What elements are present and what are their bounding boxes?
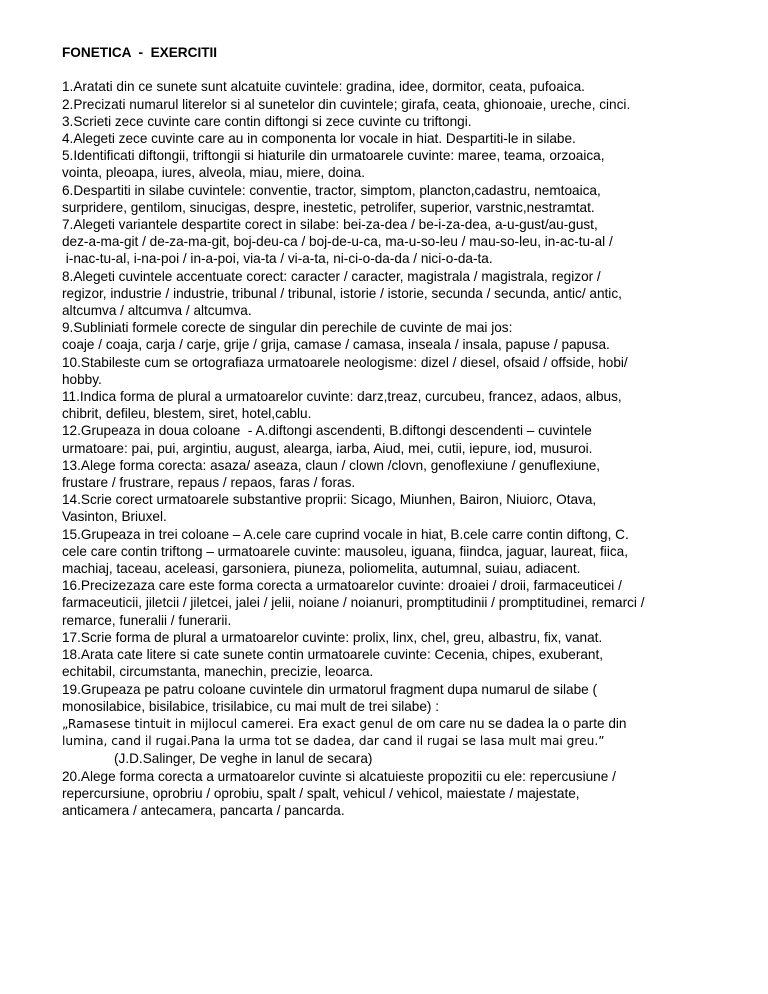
text-line: farmaceuticii, jiletcii / jiletcei, jalei / jelii, noiane / noianuri, promptitudinii / promptitudinei, remarci / xyxy=(62,595,645,611)
text-line: machiaj, taceau, aceleasi, garsoniera, piuneza, poliomelita, autumnal, suiau, adiacent. xyxy=(62,561,581,577)
exercise-list xyxy=(62,78,762,715)
quote-attribution: (J.D.Salinger, De veghe in lanul de secara) xyxy=(114,751,373,767)
text-line: remarce, funeralii / funerarii. xyxy=(62,612,232,628)
text-line: 6.Despartiti in silabe cuvintele: conventie, tractor, simptom, plancton,cadastru, nemtoaica, xyxy=(62,182,601,198)
text-line: frustare / frustrare, repaus / repaos, faras / foras. xyxy=(62,475,356,491)
text-line: coaje / coaja, carja / carje, grije / grija, camase / camasa, inseala / insala, papuse / papusa. xyxy=(62,337,610,353)
text-line: Vasinton, Briuxel. xyxy=(62,509,167,525)
document-page xyxy=(62,44,762,819)
text-line: 2.Precizati numarul literelor si al sunetelor din cuvintele; girafa, ceata, ghionoaie, ureche, cinci. xyxy=(62,96,631,112)
text-line: 3.Scrieti zece cuvinte care contin diftongi si zece cuvinte cu triftongi. xyxy=(62,113,472,129)
text-line: repercursiune, oprobriu / oprobiu, spalt / spalt, vehicul / vehicol, maiestate / majestate, xyxy=(62,785,580,801)
quote-text-a: „Ramasese tintuit in mijlocul camerei. Era exact genul de xyxy=(62,716,417,731)
text-line: 17.Scrie forma de plural a urmatoarelor cuvinte: prolix, linx, chel, greu, albastru, fix, vanat. xyxy=(62,629,603,645)
text-line: surpridere, gentilom, sinucigas, despre, inestetic, petrolifer, superior, varstnic,nestramtat. xyxy=(62,199,595,215)
text-line: i-nac-tu-al, i-na-poi / in-a-poi, via-ta / vi-a-ta, ni-ci-o-da-da / nici-o-da-ta. xyxy=(62,251,493,267)
text-line: 20.Alege forma corecta a urmatoarelor cuvinte si alcatuieste propozitii cu ele: repercusiune / xyxy=(62,768,616,784)
text-line: hobby. xyxy=(62,371,102,387)
text-line: echitabil, circumstanta, manechin, precizie, leoarca. xyxy=(62,664,374,680)
text-line: 8.Alegeti cuvintele accentuate corect: caracter / caracter, magistrala / magistrala, regizor / xyxy=(62,268,601,284)
text-line: 5.Identificati diftongii, triftongii si hiaturile din urmatoarele cuvinte: maree, teama, orzoaica, xyxy=(62,148,605,164)
text-line: monosilabice, bisilabice, trisilabice, cu mai mult de trei silabe) : xyxy=(62,698,440,714)
text-line: altcumva / altcumva / altcumva. xyxy=(62,303,252,319)
text-line: chibrit, defileu, blestem, siret, hotel,cablu. xyxy=(62,406,312,422)
document-title: FONETICA - EXERCITII xyxy=(62,45,218,60)
text-line: 11.Indica forma de plural a urmatoarelor cuvinte: darz,treaz, curcubeu, francez, adaos, albus, xyxy=(62,389,622,405)
text-line: regizor, industrie / industrie, tribunal / tribunal, istorie / istorie, secunda / secunda, antic/ antic, xyxy=(62,285,622,301)
text-line: anticamera / antecamera, pancarta / pancarda. xyxy=(62,802,345,818)
text-line: 10.Stabileste cum se ortografiaza urmatoarele neologisme: dizel / diesel, ofsaid / offside, hobi/ xyxy=(62,354,628,370)
text-line: 12.Grupeaza in doua coloane - A.diftongi ascendenti, B.diftongi descendenti – cuvintele xyxy=(62,423,592,439)
text-line: 9.Subliniati formele corecte de singular din perechile de cuvinte de mai jos: xyxy=(62,320,513,336)
text-line: urmatoare: pai, pui, argintiu, august, alearga, iarba, Aiud, mei, cutii, iepure, iod, musuroi. xyxy=(62,440,593,456)
text-line: 13.Alege forma corecta: asaza/ aseaza, claun / clown /clovn, genoflexiune / genuflexiune, xyxy=(62,457,601,473)
quote-text-b: om care nu se dadea la o parte din xyxy=(416,715,627,731)
text-line: cele care contin triftong – urmatoarele cuvinte: mausoleu, iguana, fiindca, jaguar, laureat, fiica, xyxy=(62,543,628,559)
text-line: 16.Precizezaza care este forma corecta a urmatoarelor cuvinte: droaiei / droii, farmaceuticei / xyxy=(62,578,622,594)
text-line: dez-a-ma-git / de-za-ma-git, boj-deu-ca / boj-de-u-ca, ma-u-so-leu / mau-so-leu, in-ac-tu-al / xyxy=(62,234,613,250)
text-line: 18.Arata cate litere si cate sunete contin urmatoarele cuvinte: Cecenia, chipes, exuberant, xyxy=(62,647,604,663)
text-line: 7.Alegeti variantele despartite corect in silabe: bei-za-dea / be-i-za-dea, a-u-gust/au-gust, xyxy=(62,217,598,233)
quote-line xyxy=(62,715,762,733)
quote-line: lumina, cand il rugai.Pana la urma tot se dadea, dar cand il rugai se lasa mult mai greu.” xyxy=(62,734,605,749)
text-line: vointa, pleoapa, iures, alveola, miau, miere, doina. xyxy=(62,165,366,181)
text-line: 19.Grupeaza pe patru coloane cuvintele din urmatorul fragment dupa numarul de silabe ( xyxy=(62,681,598,697)
text-line: 1.Aratati din ce sunete sunt alcatuite cuvintele: gradina, idee, dormitor, ceata, pufoaica. xyxy=(62,79,585,95)
text-line: 4.Alegeti zece cuvinte care au in componenta lor vocale in hiat. Despartiti-le in silabe. xyxy=(62,131,576,146)
text-line: 15.Grupeaza in trei coloane – A.cele care cuprind vocale in hiat, B.cele carre contin diftong, C. xyxy=(62,526,629,542)
exercise-list-end xyxy=(62,768,762,820)
text-line: 14.Scrie corect urmatoarele substantive proprii: Sicago, Miunhen, Bairon, Niuiorc, Otava, xyxy=(62,492,597,508)
